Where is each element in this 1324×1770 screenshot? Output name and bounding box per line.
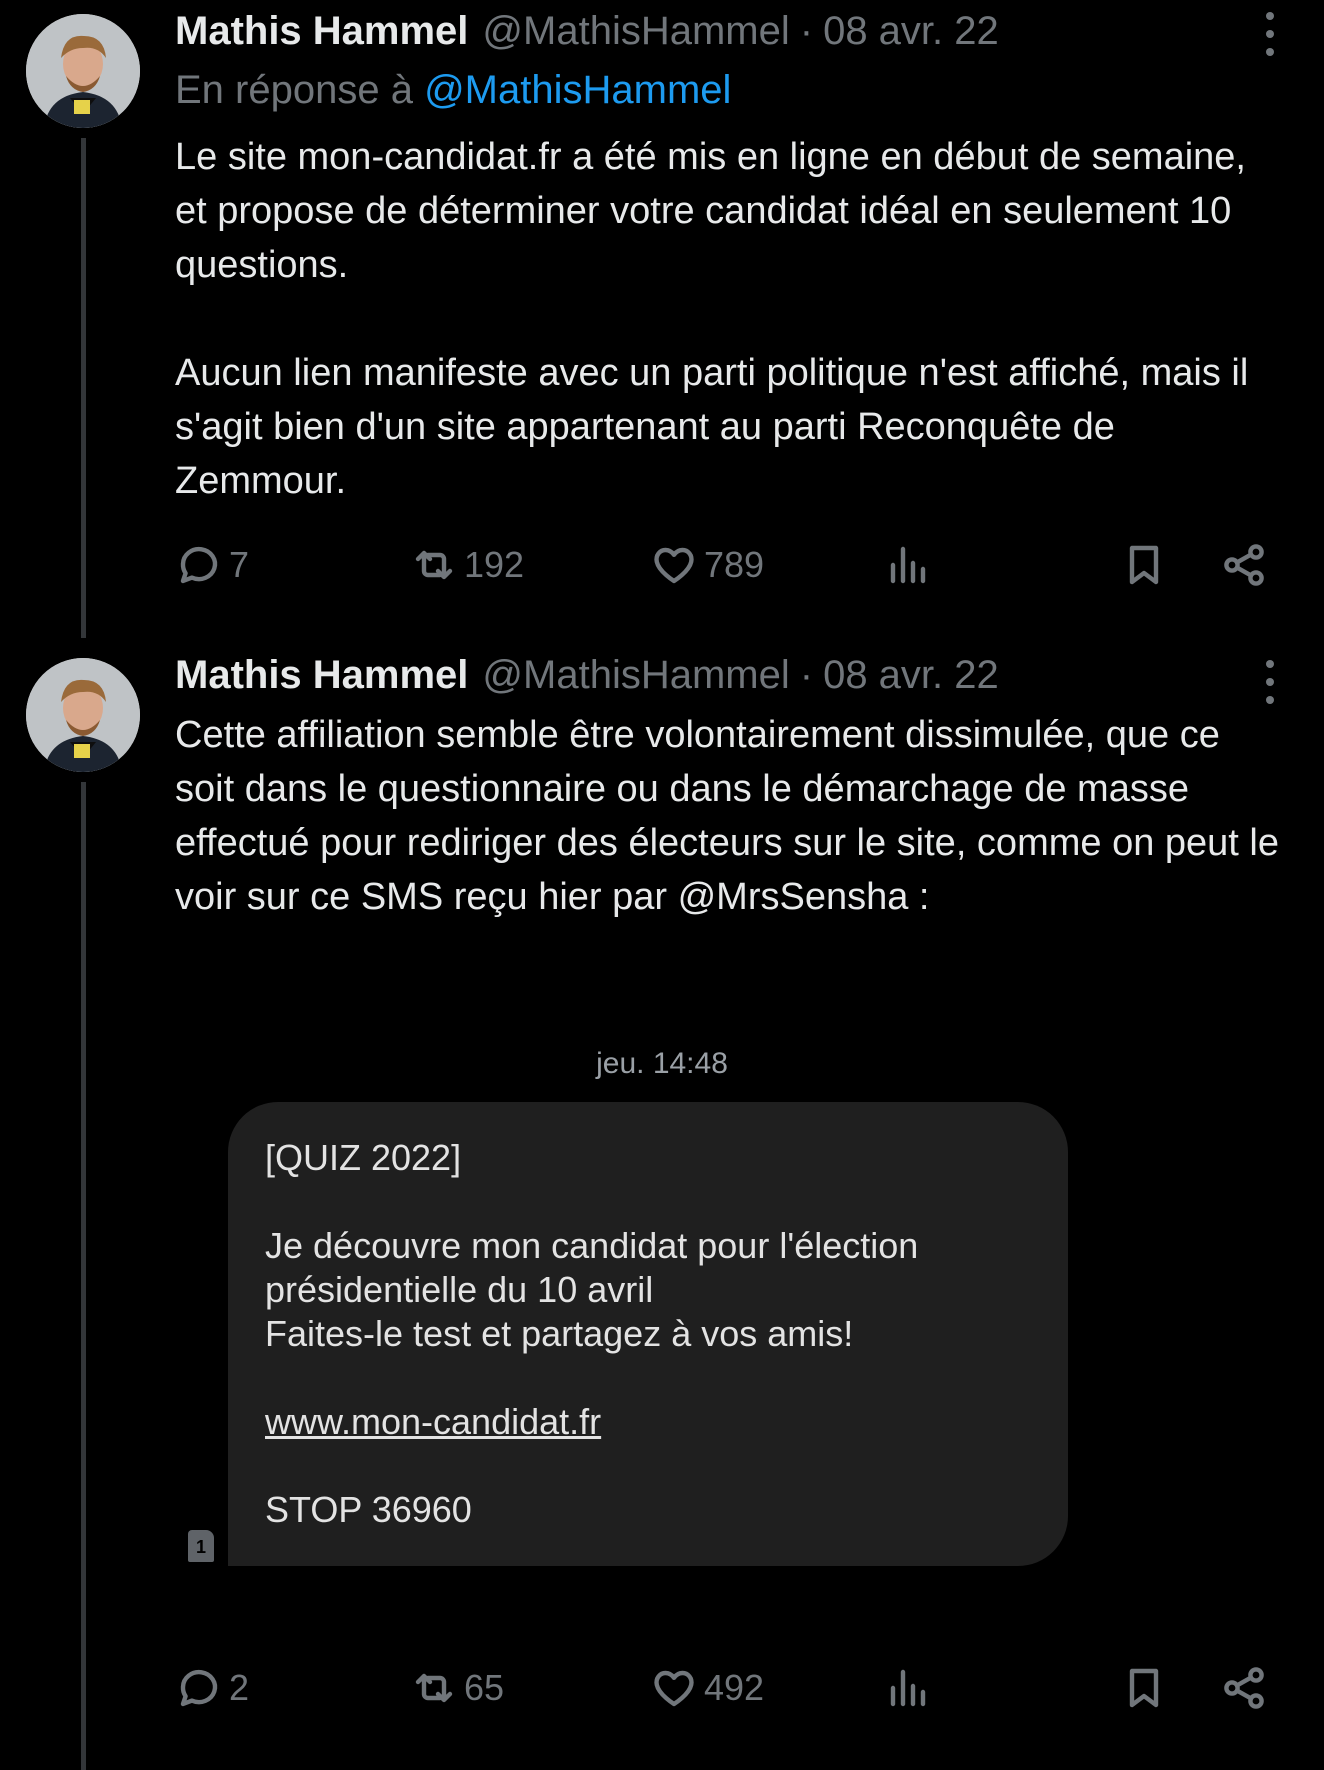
sms-link: www.mon-candidat.fr: [265, 1401, 602, 1442]
tweet-1[interactable]: [0, 0, 1324, 640]
tweet-text: [175, 130, 1275, 508]
retweet-button[interactable]: [410, 535, 524, 595]
avatar[interactable]: [26, 14, 140, 128]
tweet-date[interactable]: 08 avr. 22: [823, 652, 999, 697]
tweet-date[interactable]: 08 avr. 22: [823, 8, 999, 53]
views-button[interactable]: [883, 1658, 931, 1718]
tweet-paragraph: Cette affiliation semble être volontairement dissimulée, que ce soit dans le questionnaire ou dans le démarchage de masse effectué pour rediriger des électeurs sur le site, comme on peut le voir sur ce SMS reçu hier par @MrsSensha :: [175, 714, 1279, 918]
sms-line: Faites-le test et partagez à vos amis!: [265, 1313, 854, 1354]
like-count: 789: [704, 544, 765, 585]
share-nodes-icon: [1220, 541, 1268, 589]
retweet-arrows-icon: [410, 541, 458, 589]
reply-mention-link[interactable]: @MathisHammel: [424, 68, 732, 112]
sms-screenshot: [188, 1102, 1073, 1566]
reply-prefix: En réponse à: [175, 68, 413, 112]
share-button[interactable]: [1220, 535, 1268, 595]
bookmark-button[interactable]: [1120, 535, 1168, 595]
sms-line: Je découvre mon candidat pour l'élection: [265, 1225, 919, 1266]
sms-line: présidentielle du 10 avril: [265, 1269, 654, 1310]
reply-button[interactable]: [175, 535, 249, 595]
speech-bubble-icon: [175, 1664, 223, 1712]
reply-count: 7: [229, 544, 250, 585]
bookmark-icon: [1120, 541, 1168, 589]
like-button[interactable]: [650, 535, 764, 595]
author-handle[interactable]: @MathisHammel: [482, 652, 790, 697]
retweet-button[interactable]: [410, 1658, 504, 1718]
separator: ·: [799, 8, 814, 53]
speech-bubble-icon: [175, 541, 223, 589]
tweet-header: [175, 6, 999, 56]
reply-context: [175, 68, 731, 113]
retweet-count: 192: [464, 544, 525, 585]
heart-icon: [650, 541, 698, 589]
action-bar: [175, 1658, 1285, 1718]
more-options-icon[interactable]: [1258, 660, 1282, 704]
heart-icon: [650, 1664, 698, 1712]
author-name[interactable]: Mathis Hammel: [175, 8, 469, 53]
sms-line: STOP 36960: [265, 1489, 472, 1530]
avatar[interactable]: [26, 658, 140, 772]
sms-timestamp: jeu. 14:48: [596, 1047, 728, 1080]
tweet-text: [175, 708, 1285, 924]
bar-chart-icon: [883, 1664, 931, 1712]
author-handle[interactable]: @MathisHammel: [482, 8, 790, 53]
sim-card-icon: 1: [188, 1530, 214, 1562]
reply-button[interactable]: [175, 1658, 249, 1718]
tweet-header: [175, 650, 999, 700]
retweet-arrows-icon: [410, 1664, 458, 1712]
share-nodes-icon: [1220, 1664, 1268, 1712]
action-bar: [175, 535, 1285, 595]
sms-line: [QUIZ 2022]: [265, 1137, 462, 1178]
share-button[interactable]: [1220, 1658, 1268, 1718]
reply-count: 2: [229, 1667, 250, 1708]
separator: ·: [799, 652, 814, 697]
author-name[interactable]: Mathis Hammel: [175, 652, 469, 697]
thread-line: [81, 782, 86, 1770]
thread-line: [81, 138, 86, 638]
bar-chart-icon: [883, 541, 931, 589]
tweet-paragraph: Aucun lien manifeste avec un parti politique n'est affiché, mais il s'agit bien d'un site appartenant au parti Reconquête de Zemmour.: [175, 352, 1249, 502]
more-options-icon[interactable]: [1258, 12, 1282, 56]
like-count: 492: [704, 1667, 765, 1708]
views-button[interactable]: [883, 535, 931, 595]
like-button[interactable]: [650, 1658, 764, 1718]
tweet-2[interactable]: [0, 640, 1324, 1770]
bookmark-icon: [1120, 1664, 1168, 1712]
sms-message: [265, 1136, 918, 1532]
bookmark-button[interactable]: [1120, 1658, 1168, 1718]
tweet-paragraph: Le site mon-candidat.fr a été mis en ligne en début de semaine, et propose de déterminer votre candidat idéal en seulement 10 questions.: [175, 136, 1246, 286]
retweet-count: 65: [464, 1667, 505, 1708]
